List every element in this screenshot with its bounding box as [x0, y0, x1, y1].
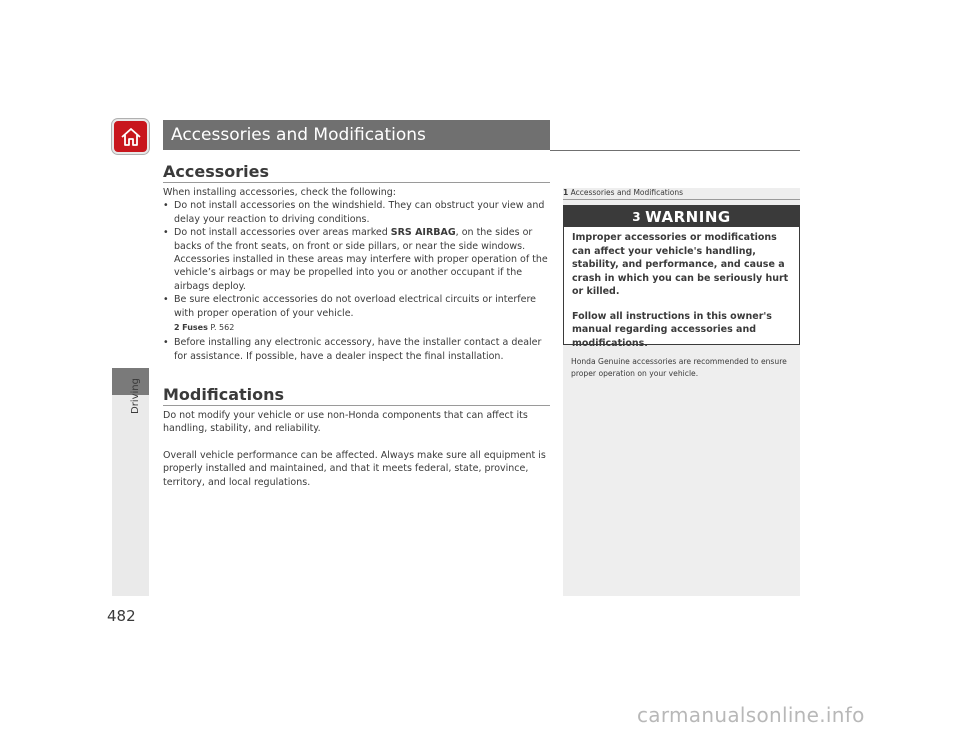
side-note-text: Honda Genuine accessories are recommended to ensure proper operation on your vehicle.	[571, 357, 787, 378]
page-title: Accessories and Modifications	[163, 120, 550, 150]
modifications-body	[163, 409, 550, 489]
watermark: carmanualsonline.info	[637, 703, 865, 727]
list-item: • Do not install accessories on the windshield. They can obstruct your view and delay your reaction to driving conditions.	[163, 200, 545, 225]
list-item: • Before installing any electronic accessory, have the installer contact a dealer for assistance. If possible, have a dealer inspect the final installation.	[163, 337, 542, 362]
note-marker-icon: 1	[563, 188, 569, 197]
accessories-body	[163, 186, 550, 363]
modifications-para-1: Do not modify your vehicle or use non-Honda components that can affect its handling, stability, and reliability.	[163, 410, 528, 435]
list-item: • Be sure electronic accessories do not overload electrical circuits or interfere with proper operation of your vehicle.	[163, 294, 537, 319]
side-note-divider	[563, 199, 800, 200]
page-number: 482	[107, 607, 136, 625]
warning-header	[564, 206, 799, 227]
home-icon	[119, 126, 143, 148]
chapter-tab[interactable]	[112, 395, 149, 596]
modifications-divider	[163, 405, 550, 406]
modifications-heading: Modifications	[163, 385, 285, 404]
warning-para-1: Improper accessories or modifications can affect your vehicle's handling, stability, and performance, and cause a crash in which you can be seriously hurt or killed.	[572, 232, 789, 297]
warning-box	[563, 205, 800, 349]
warning-label: WARNING	[645, 207, 731, 226]
bullet-icon: •	[163, 337, 169, 349]
home-button[interactable]	[112, 119, 149, 154]
list-item: • Do not install accessories over areas marked SRS AIRBAG, on the sides or backs of the front seats, on front or side pillars, or near the side windows. Accessories installed in these areas may interfere with proper operation of the vehicle’s airbags or may be propelled into you or another occupant if the airbags deploy.	[163, 227, 548, 292]
warning-text	[572, 231, 794, 361]
side-note-header: 1 Accessories and Modifications	[563, 188, 684, 197]
chapter-label: Driving	[130, 378, 141, 414]
title-divider	[550, 150, 800, 151]
warning-para-2: Follow all instructions in this owner's manual regarding accessories and modifications.	[572, 310, 772, 349]
accessories-intro: When installing accessories, check the following:	[163, 187, 397, 198]
warning-triangle-icon: 3	[632, 209, 642, 224]
accessories-heading: Accessories	[163, 162, 269, 181]
modifications-para-2: Overall vehicle performance can be affected. Always make sure all equipment is properly installed and maintained, and that it meets federal, state, province, territory, and local regulations.	[163, 449, 546, 488]
bullet-icon: •	[163, 200, 169, 212]
fuses-reference-link[interactable]: 2 Fuses P. 562	[174, 323, 235, 333]
accessories-divider	[163, 182, 550, 183]
srs-airbag-label: SRS AIRBAG	[390, 227, 456, 239]
bullet-icon: •	[163, 227, 169, 239]
bullet-icon: •	[163, 294, 169, 306]
double-arrow-reference-icon: 2	[174, 323, 180, 333]
